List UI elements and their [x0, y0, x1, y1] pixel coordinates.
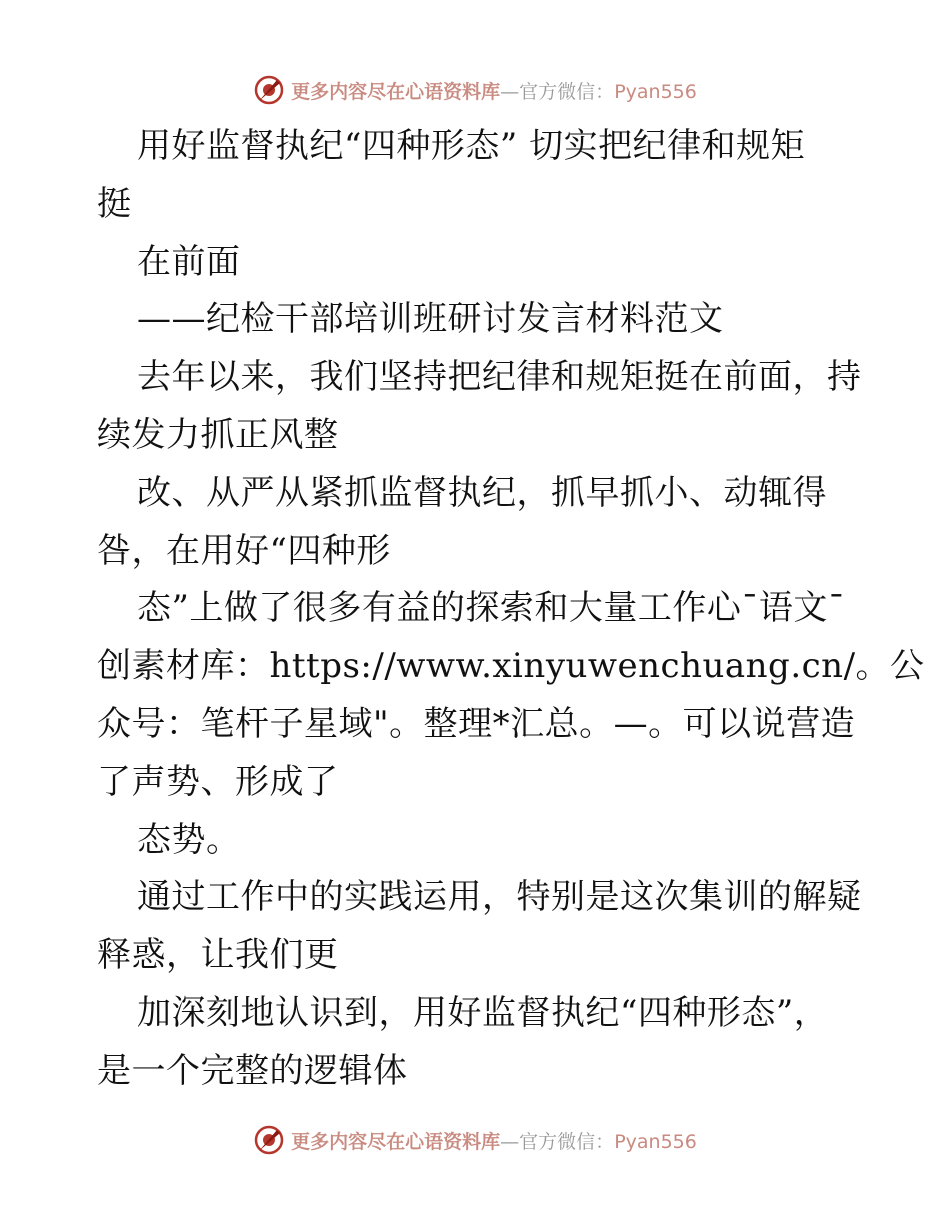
doc-line: 创素材库：https://www.xinyuwenchuang.cn/。公	[97, 646, 925, 687]
doc-line: 是一个完整的逻辑体	[97, 1050, 408, 1091]
header-watermark-banner	[0, 70, 950, 110]
document-body	[97, 118, 925, 1101]
watermark-official: —官方微信：	[500, 80, 615, 103]
watermark-wechat-id: Pyan556	[614, 80, 697, 103]
doc-line: 态”上做了很多有益的探索和大量工作心¯语文¯	[137, 588, 846, 629]
doc-line: 众号：笔杆子星域"。整理*汇总。—。可以说营造	[97, 703, 856, 744]
quill-logo-icon	[253, 74, 285, 106]
watermark-main: 更多内容尽在心语资料库	[291, 80, 501, 103]
doc-line: 咎，在用好“四种形	[97, 530, 391, 571]
watermark-text	[291, 77, 697, 104]
doc-line: 改、从严从紧抓监督执纪，抓早抓小、动辄得	[137, 472, 827, 513]
doc-line: 态势。	[137, 819, 241, 860]
watermark-text	[291, 1127, 697, 1154]
footer-watermark-banner	[0, 1120, 950, 1160]
doc-line: 释惑，让我们更	[97, 935, 339, 976]
doc-line: 加深刻地认识到，用好监督执纪“四种形态”，	[137, 992, 829, 1033]
doc-line: 通过工作中的实践运用，特别是这次集训的解疑	[137, 877, 862, 918]
doc-line: 了声势、形成了	[97, 761, 339, 802]
doc-line: 在前面	[137, 241, 241, 282]
doc-line: 挺	[97, 183, 132, 224]
doc-line: ——纪检干部培训班研讨发言材料范文	[137, 299, 724, 340]
watermark-official: —官方微信：	[500, 1130, 615, 1153]
watermark-main: 更多内容尽在心语资料库	[291, 1130, 501, 1153]
doc-line: 用好监督执纪“四种形态” 切实把纪律和规矩	[137, 126, 806, 166]
quill-logo-icon	[253, 1124, 285, 1156]
doc-line: 续发力抓正风整	[97, 414, 339, 455]
doc-line: 去年以来，我们坚持把纪律和规矩挺在前面，持	[137, 357, 862, 398]
watermark-wechat-id: Pyan556	[614, 1130, 697, 1153]
